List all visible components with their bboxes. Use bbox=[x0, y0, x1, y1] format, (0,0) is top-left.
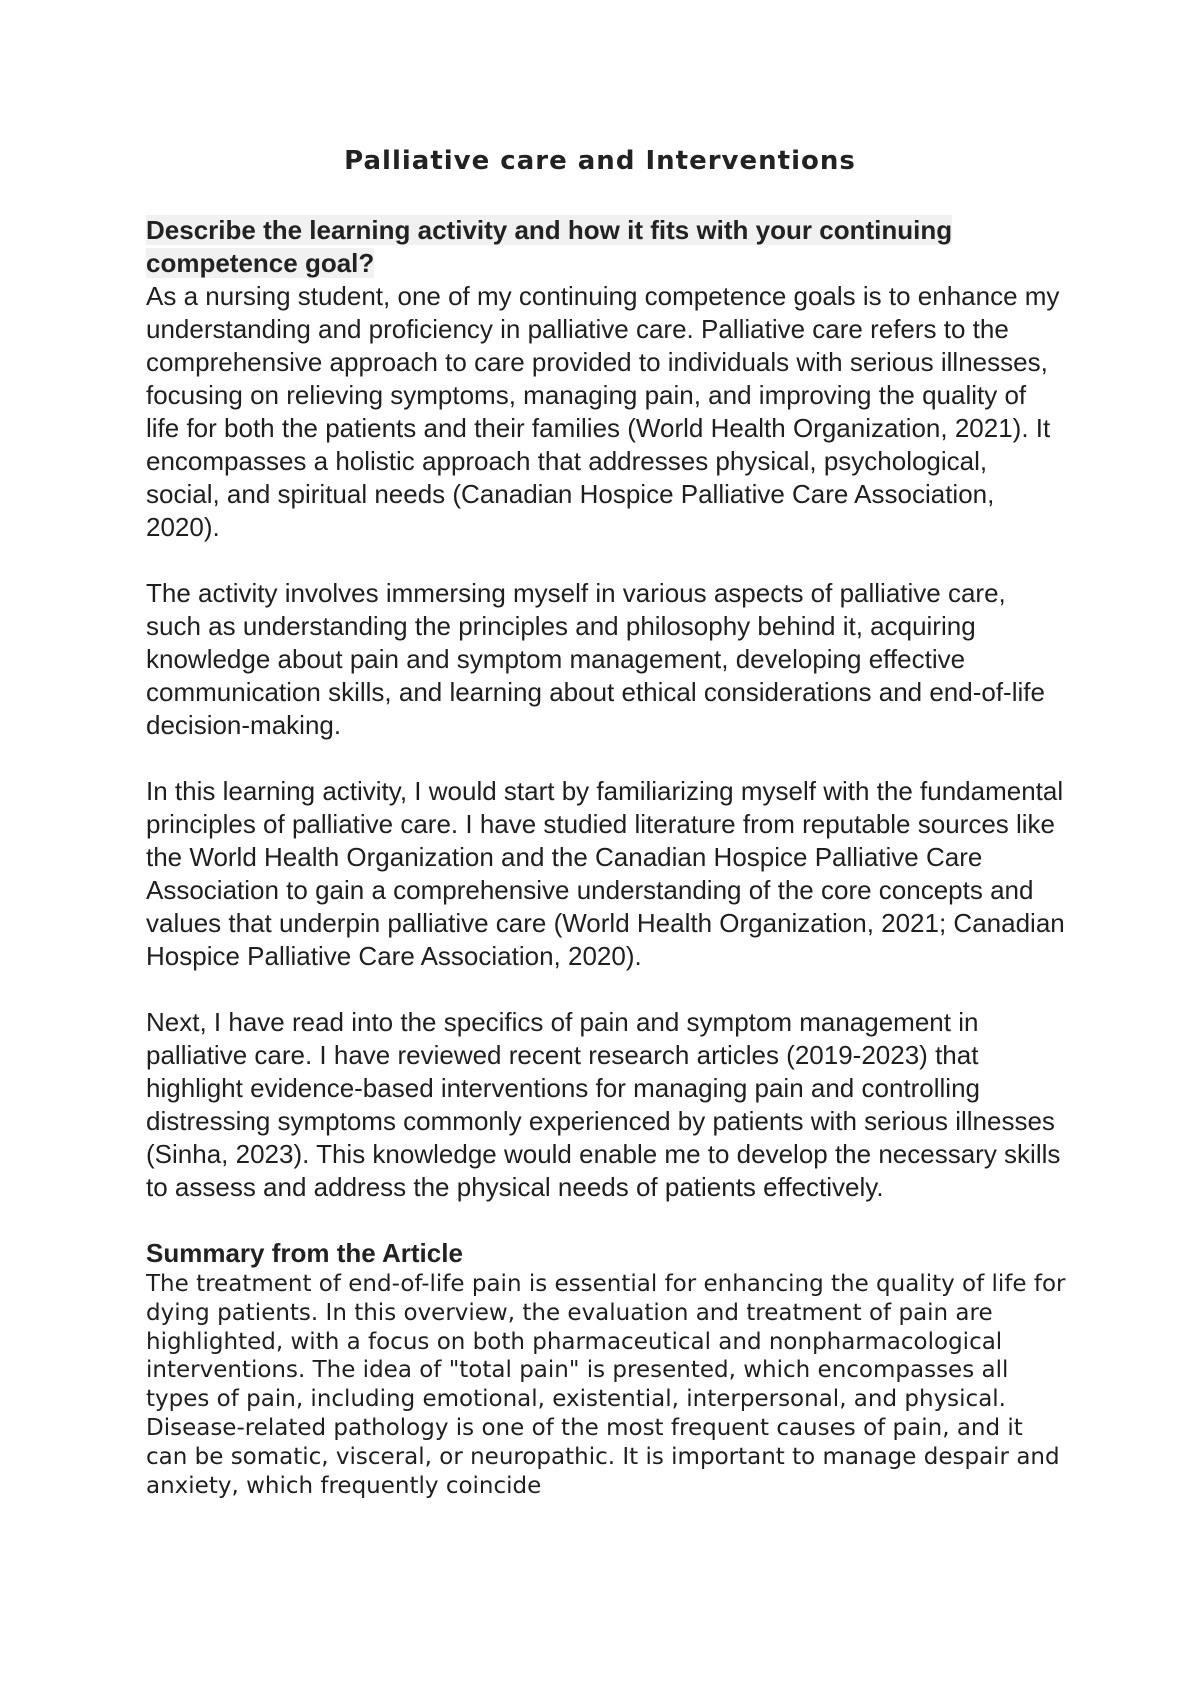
summary-heading: Summary from the Article bbox=[146, 1238, 463, 1268]
paragraph-activity: The activity involves immersing myself in various aspects of palliative care, such as understanding the principles and philosophy behind it, acquiring knowledge about pain and symptom management, developing effective communication skills, and learning about ethical considerations and end-of-life decision-making. bbox=[146, 578, 1045, 740]
document-body bbox=[146, 214, 1066, 1500]
paragraph-intro: As a nursing student, one of my continuing competence goals is to enhance my understanding and proficiency in palliative care. Palliative care refers to the comprehensive approach to care provided to individuals with serious illnesses, focusing on relieving symptoms, managing pain, and improving the quality of life for both the patients and their families (World Health Organization, 2021). It encompasses a holistic approach that addresses physical, psychological, social, and spiritual needs (Canadian Hospice Palliative Care Association, 2020). bbox=[146, 281, 1060, 542]
paragraph-principles: In this learning activity, I would start by familiarizing myself with the fundamental principles of palliative care. I have studied literature from reputable sources like the World Health Organization and the Canadian Hospice Palliative Care Association to gain a comprehensive understanding of the core concepts and values that underpin palliative care (World Health Organization, 2021; Canadian Hospice Palliative Care Association, 2020). bbox=[146, 776, 1065, 971]
summary-paragraph: The treatment of end-of-life pain is essential for enhancing the quality of life for dying patients. In this overview, the evaluation and treatment of pain are highlighted, with a focus on both pharmaceutical and nonpharmacological interventions. The idea of "total pain" is presented, which encompasses all types of pain, including emotional, existential, interpersonal, and physical. Disease-related pathology is one of the most frequent causes of pain, and it can be somatic, visceral, or neuropathic. It is important to manage despair and anxiety, which frequently coincide bbox=[146, 1271, 1066, 1499]
document-title: Palliative care and Interventions bbox=[344, 146, 856, 176]
paragraph-pain-management: Next, I have read into the specifics of pain and symptom management in palliative care. I have reviewed recent research articles (2019-2023) that highlight evidence-based interventions for managing pain and controlling distressing symptoms commonly experienced by patients with serious illnesses (Sinha, 2023). This knowledge would enable me to develop the necessary skills to assess and address the physical needs of patients effectively. bbox=[146, 1007, 1061, 1202]
question-heading: Describe the learning activity and how it fits with your continuing competence goal? bbox=[146, 215, 953, 278]
question-block bbox=[146, 214, 1026, 280]
